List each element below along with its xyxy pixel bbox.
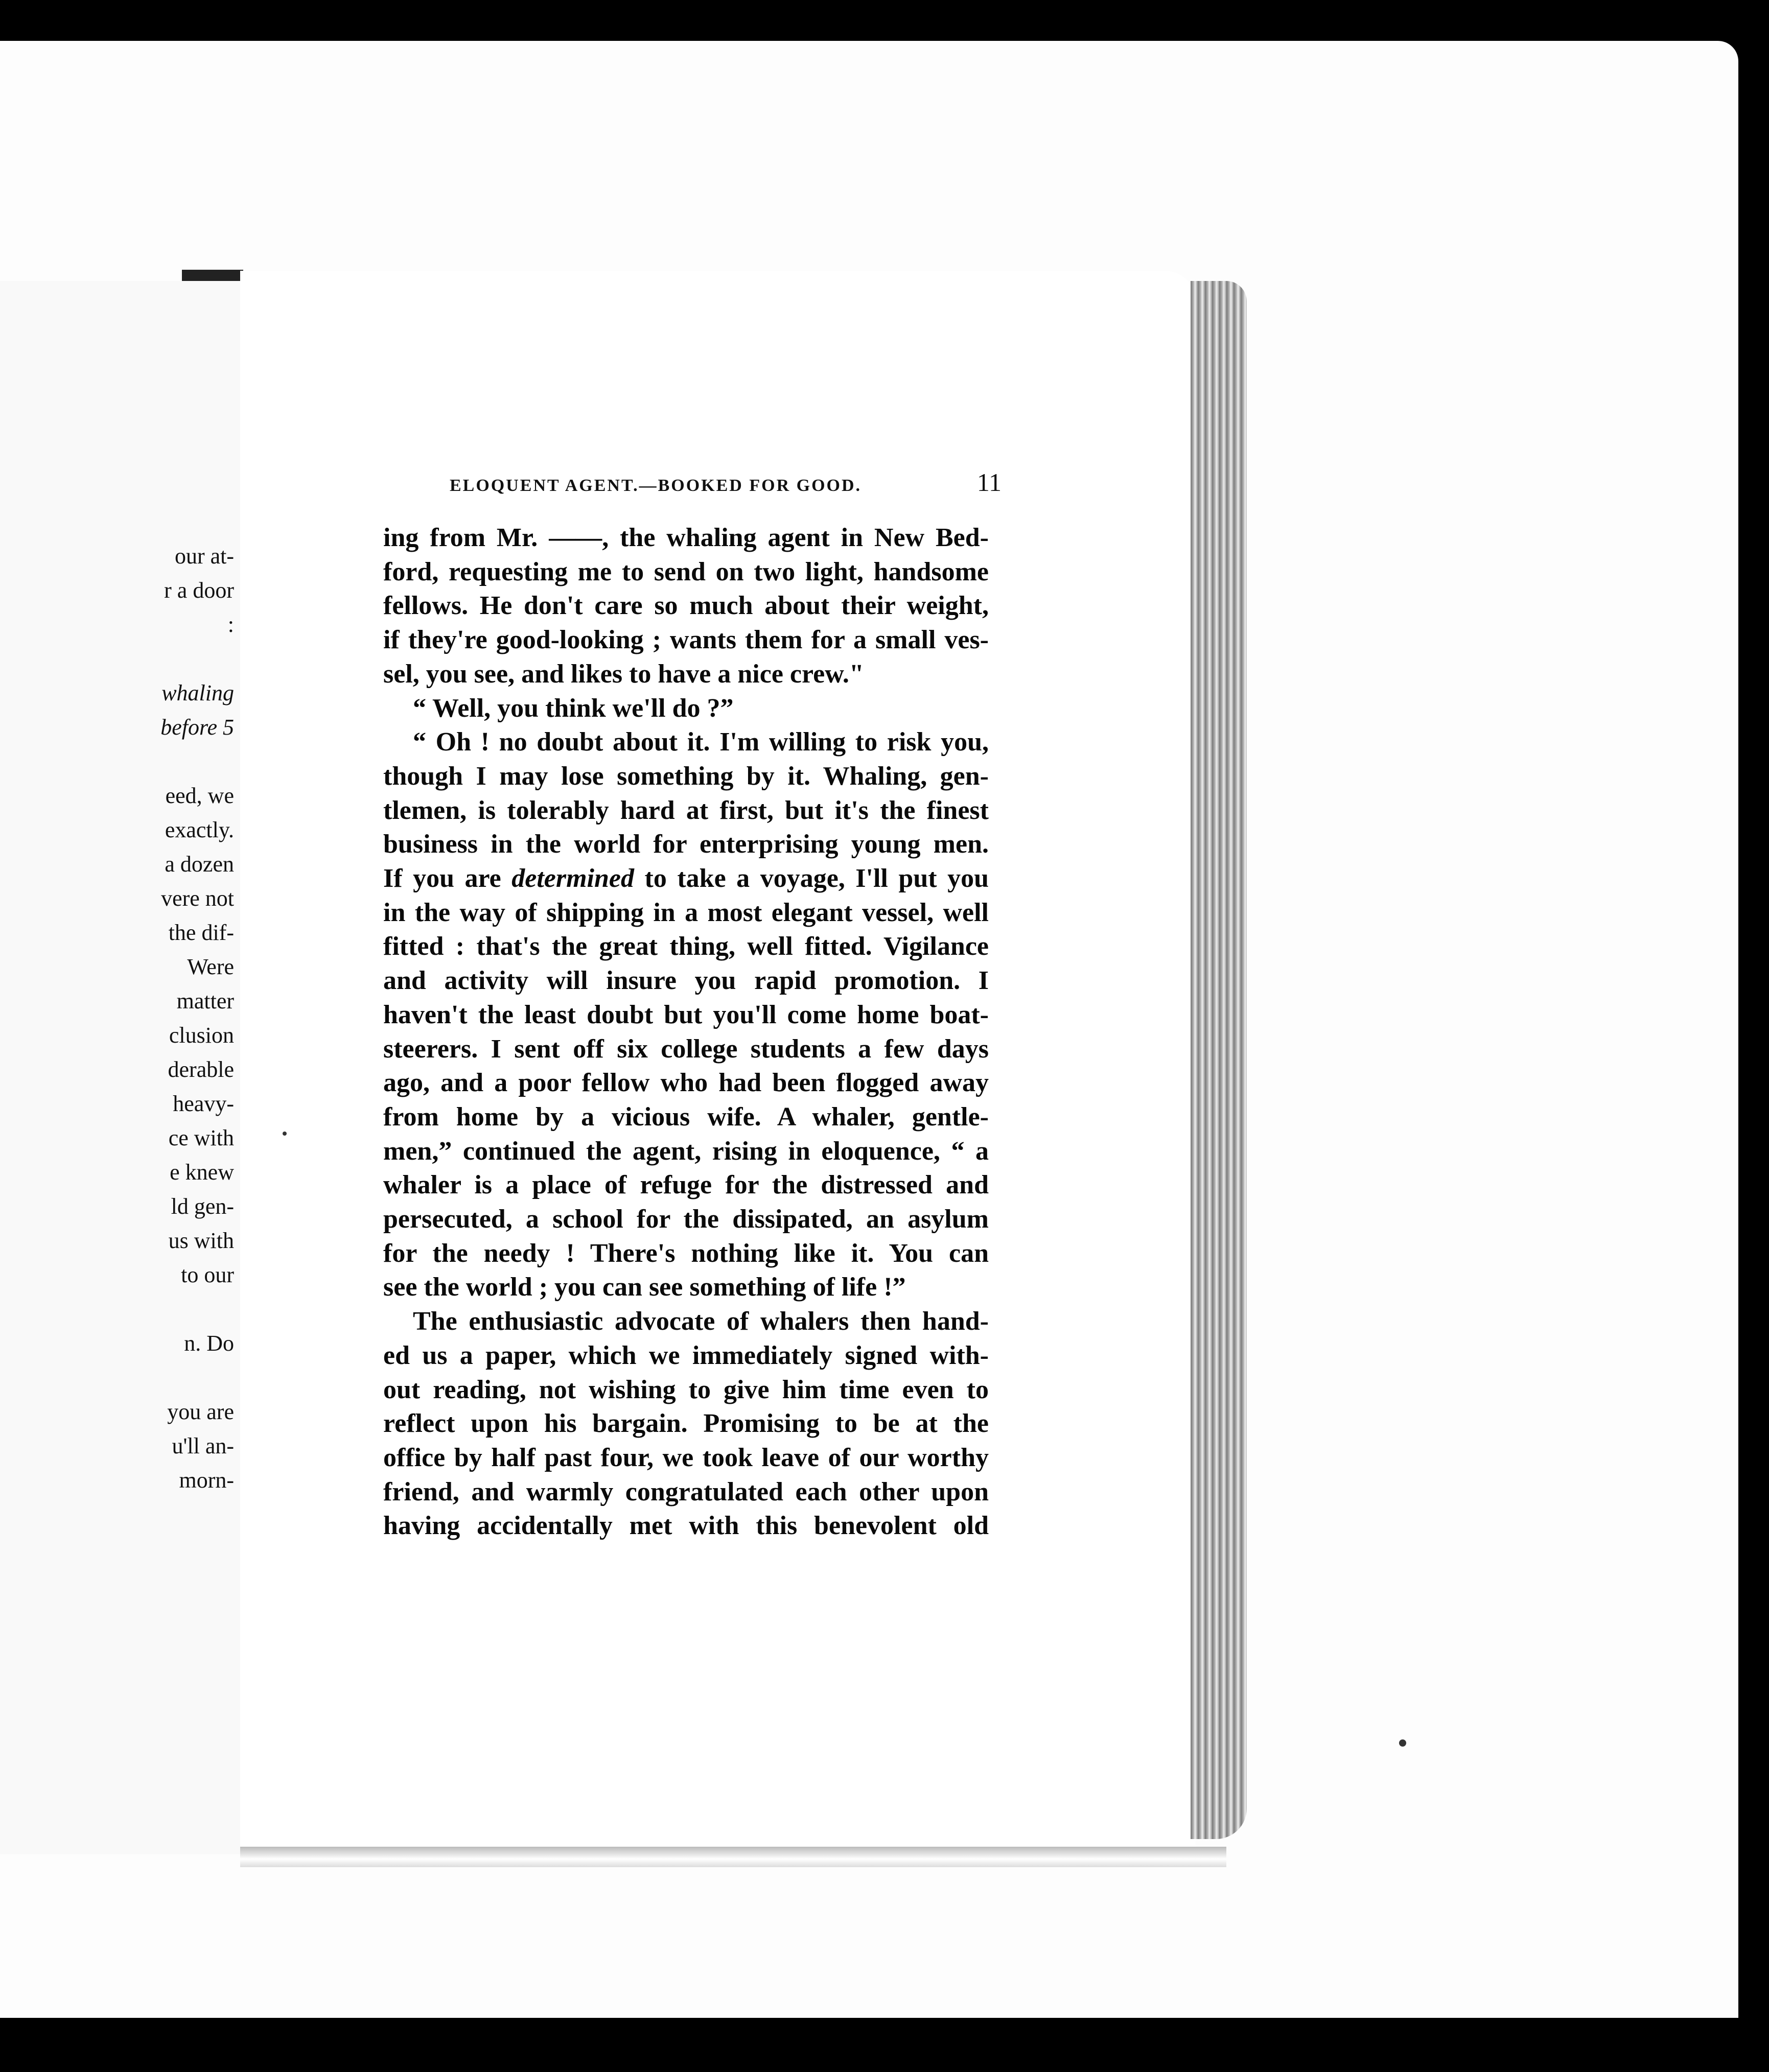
left-gap (19, 1360, 234, 1395)
text-line: for the needy ! There's nothing like it. You can (383, 1238, 989, 1268)
italic-word: determined (511, 864, 634, 893)
left-line: whaling (161, 680, 234, 705)
text-line: having accidentally met with this benevolent old (383, 1511, 989, 1541)
page-number: 11 (976, 468, 1002, 497)
running-title: ELOQUENT AGENT.—BOOKED FOR GOOD. (450, 476, 862, 495)
text-line: reflect upon his bargain. Promising to be at the (383, 1409, 989, 1439)
left-page-text (19, 539, 234, 1497)
left-line: ce with (168, 1125, 234, 1150)
left-line: r a door (164, 578, 234, 603)
text-line: fitted : that's the great thing, well fitted. Vigilance (383, 932, 989, 961)
text-line: though I may lose something by it. Whaling, gen- (383, 761, 989, 791)
film-border-top (0, 0, 1769, 41)
text-line: friend, and warmly congratulated each other upon (383, 1477, 989, 1506)
text-line: haven't the least doubt but you'll come home boat- (383, 1000, 989, 1029)
left-line: the dif- (168, 920, 234, 945)
text-line (383, 862, 989, 896)
microfilm-frame (0, 41, 1738, 2018)
left-line: e knew (170, 1160, 234, 1185)
text-line: ed us a paper, which we immediately signed with- (383, 1340, 989, 1370)
dust-speck (1399, 1739, 1406, 1747)
text-line: fellows. He don't care so much about their weight, (383, 591, 989, 621)
left-gap (19, 642, 234, 676)
left-line: morn- (179, 1468, 234, 1493)
text-line: from home by a vicious wife. A whaler, gentle- (383, 1102, 989, 1132)
dust-speck (283, 1132, 287, 1136)
text-line: persecuted, a school for the dissipated, an asylum (383, 1205, 989, 1234)
text-line: ford, requesting me to send on two light, handsome (383, 557, 989, 586)
left-line: Were (187, 954, 234, 979)
page-fore-edge (1191, 281, 1247, 1839)
page-bottom-edge (240, 1847, 1226, 1867)
text-line: and activity will insure you rapid promotion. I (383, 966, 989, 996)
spine-top (182, 270, 243, 281)
left-line: n. Do (184, 1331, 234, 1356)
text-line: tlemen, is tolerably hard at first, but it's the finest (383, 795, 989, 825)
running-head (450, 467, 1002, 503)
text-line: ing from Mr. ——, the whaling agent in New Bed- (383, 523, 989, 552)
left-line: us with (168, 1228, 234, 1253)
film-border-right (1738, 0, 1769, 2072)
text-line: out reading, not wishing to give him time even to (383, 1375, 989, 1404)
text-line: “ Oh ! no doubt about it. I'm willing to risk you, (413, 727, 989, 757)
left-line: u'll an- (172, 1433, 234, 1458)
left-line: clusion (169, 1023, 234, 1048)
left-line: heavy- (173, 1091, 234, 1116)
text-segment: If you are (383, 864, 512, 893)
text-segment: to take a voyage, I'll put you (634, 864, 989, 893)
left-line: eed, we (165, 783, 234, 808)
left-line: exactly. (165, 817, 234, 842)
text-line: whaler is a place of refuge for the distressed and (383, 1170, 989, 1200)
text-line: office by half past four, we took leave of our worthy (383, 1443, 989, 1472)
text-line: if they're good-looking ; wants them for a small ves- (383, 625, 989, 655)
left-line: derable (168, 1057, 234, 1082)
text-line: business in the world for enterprising young men. (383, 830, 989, 859)
left-page (0, 281, 243, 1854)
text-line: in the way of shipping in a most elegant vessel, well (383, 898, 989, 927)
left-line: you are (167, 1399, 234, 1424)
left-line: before 5 (160, 715, 234, 740)
text-line: “ Well, you think we'll do ?” (413, 693, 734, 723)
left-line: our at- (174, 544, 234, 569)
text-line: ago, and a poor fellow who had been flogged away (383, 1068, 989, 1098)
text-line: sel, you see, and likes to have a nice crew." (383, 659, 864, 689)
left-line: vere not (161, 886, 234, 911)
text-line: see the world ; you can see something of life !” (383, 1273, 906, 1302)
left-line: : (227, 612, 234, 637)
text-line: steerers. I sent off six college students a few days (383, 1034, 989, 1064)
text-line: men,” continued the agent, rising in eloquence, “ a (383, 1136, 989, 1166)
text-line: The enthusiastic advocate of whalers then hand- (413, 1307, 989, 1336)
film-border-bottom (0, 2018, 1769, 2072)
left-line: ld gen- (171, 1194, 234, 1219)
left-gap (19, 1292, 234, 1326)
left-line: matter (176, 988, 234, 1014)
left-line: to our (181, 1262, 234, 1287)
left-line: a dozen (165, 852, 234, 877)
body-text (383, 521, 989, 1543)
left-gap (19, 744, 234, 779)
